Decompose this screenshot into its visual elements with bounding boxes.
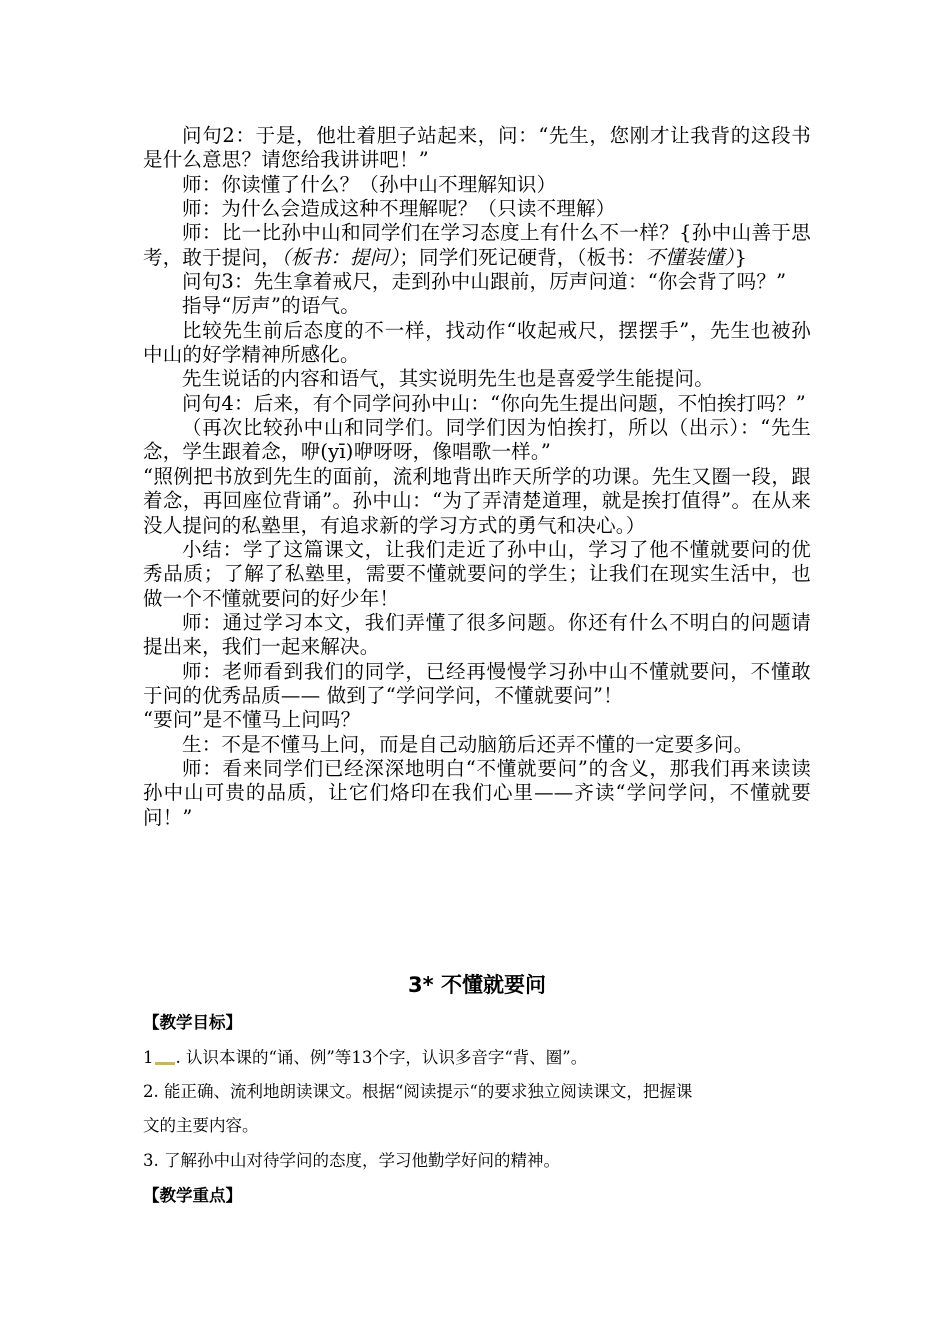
paragraph-text: 师：你读懂了什么？（孙中山不理解知识） <box>182 172 557 196</box>
goal-1-text: . 认识本课的“诵、例”等13个字，认识多音字“背、圈”。 <box>175 1048 588 1067</box>
paragraph-text: 师：为什么会造成这种不理解呢？（只读不理解） <box>182 197 616 221</box>
goal-item-2-line-2: 文的主要内容。 <box>143 1116 259 1135</box>
paragraph <box>143 757 811 830</box>
paragraph-text: 师：比一比孙中山和同学们在学习态度上有什么不一样？{孙中山善于思考，敢于提问， <box>143 221 811 269</box>
lesson-dialogue-text <box>143 124 811 830</box>
paragraph <box>143 733 811 757</box>
teaching-goals-heading: 【教学目标】 <box>143 1013 242 1032</box>
paragraph <box>143 708 811 732</box>
paragraph-text: 先生说话的内容和语气，其实说明先生也是喜爱学生能提问。 <box>182 367 714 391</box>
paragraph-text: 师：看来同学们已经深深地明白“不懂就要问”的含义，那我们再来读读孙中山可贵的品质，让它们烙印在我们心里——齐读“学问学问，不懂就要问！” <box>143 756 811 829</box>
paragraph-text: 指导“厉声”的语气。 <box>182 294 360 318</box>
board-note-text: 不懂装懂） <box>645 245 735 269</box>
highlight-mark <box>155 1062 175 1065</box>
goal-item-1 <box>143 1047 811 1069</box>
paragraph-text: “照例把书放到先生的面前，流利地背出昨天所学的功课。先生又圈一段，跟着念，再回座位背诵”。孙中山：“为了弄清楚道理，就是挨打值得”。在从来没人提问的私塾里，有追求新的学习方式的勇气和决心。） <box>143 464 811 537</box>
paragraph <box>143 319 811 368</box>
goal-item-3: 3. 了解孙中山对待学问的态度，学习他勤学好问的精神。 <box>143 1151 560 1170</box>
paragraph <box>143 416 811 465</box>
paragraph-text: 师：老师看到我们的同学，已经再慢慢学习孙中山不懂就要问，不懂敢于问的优秀品质—— 做到了“学问学问，不懂就要问”！ <box>143 659 811 707</box>
paragraph-text: ；同学们死记硬背，（板书： <box>399 245 646 269</box>
paragraph <box>143 197 811 221</box>
paragraph-text: （再次比较孙中山和同学们。同学们因为怕挨打，所以（出示）：“先生念，学生跟着念，咿(yī)咿呀呀，像唱歌一样。” <box>143 416 811 464</box>
paragraph <box>143 221 811 270</box>
board-note-text: （板书：提问） <box>280 245 400 269</box>
paragraph <box>143 124 811 173</box>
paragraph-text: 问句2：于是，他壮着胆子站起来，问：“先生，您刚才让我背的这段书是什么意思？请您给我讲讲吧！” <box>143 124 811 172</box>
paragraph-text: 问句4：后来，有个同学问孙中山：“你向先生提出问题，不怕挨打吗？” <box>182 391 806 415</box>
paragraph <box>143 465 811 538</box>
paragraph <box>143 538 811 611</box>
teaching-focus-heading: 【教学重点】 <box>143 1186 242 1205</box>
goal-item-2-line-1: 2. 能正确、流利地朗读课文。根据“阅读提示“的要求独立阅读课文，把握课 <box>143 1082 693 1101</box>
paragraph <box>143 270 811 294</box>
paragraph <box>143 660 811 709</box>
paragraph <box>143 173 811 197</box>
paragraph <box>143 611 811 660</box>
goal-1-number: 1 <box>143 1048 154 1067</box>
paragraph <box>143 392 811 416</box>
paragraph <box>143 367 811 391</box>
paragraph-text: 问句3：先生拿着戒尺，走到孙中山跟前，厉声问道：“你会背了吗？” <box>182 270 787 294</box>
lesson-title: 3* 不懂就要问 <box>408 973 546 997</box>
paragraph-text: 师：通过学习本文，我们弄懂了很多问题。你还有什么不明白的问题请提出来，我们一起来解决。 <box>143 610 811 659</box>
paragraph <box>143 294 811 318</box>
paragraph-text: } <box>734 245 748 269</box>
paragraph-text: “要问”是不懂马上问吗？ <box>143 708 361 732</box>
paragraph-text: 比较先生前后态度的不一样，找动作“收起戒尺，摆摆手”，先生也被孙中山的好学精神所感化。 <box>143 318 811 367</box>
paragraph-text: 小结：学了这篇课文，让我们走近了孙中山，学习了他不懂就要问的优秀品质；了解了私塾里，需要不懂就要问的学生；让我们在现实生活中，也做一个不懂就要问的好少年！ <box>143 537 811 610</box>
paragraph-text: 生：不是不懂马上问，而是自己动脑筋后还弄不懂的一定要多问。 <box>182 732 754 756</box>
